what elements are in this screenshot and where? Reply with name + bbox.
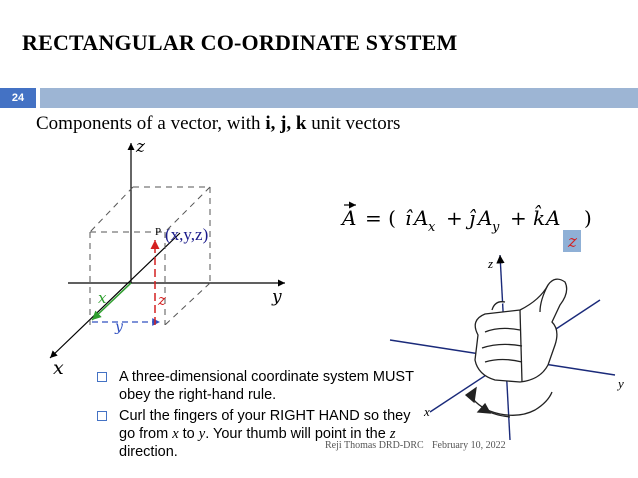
eq-lhs: A — [342, 206, 357, 230]
hand-y-label: y — [618, 376, 624, 391]
eq-z-overlay: z — [568, 232, 577, 252]
bullet-text-1: A three-dimensional coordinate system MUST obey the right-hand rule. — [119, 369, 414, 403]
z-axis-label: z — [136, 137, 145, 157]
vector-equation — [340, 204, 592, 235]
hand-illustration — [466, 279, 567, 417]
subtitle-suffix: unit vectors — [306, 113, 401, 134]
eq-close: ) — [584, 206, 592, 230]
eq-A1: A — [414, 206, 429, 230]
footer-date: February 10, 2022 — [432, 440, 506, 451]
footer-author: Reji Thomas DRD-DRC — [325, 440, 424, 451]
eq-A2: A — [478, 206, 493, 230]
bullet-text-2b: to — [178, 426, 199, 442]
slide-number: 24 — [0, 88, 36, 108]
y-component-label: y — [115, 319, 123, 335]
axes — [50, 143, 285, 358]
hand-z-label: z — [488, 256, 494, 271]
bullet-z: z — [389, 426, 396, 442]
point-coords: (x,y,z) — [165, 225, 209, 244]
bullet-box-icon — [97, 411, 107, 421]
bullet-text-2a: Curl the fingers of your RIGHT HAND so they go from — [119, 408, 411, 442]
subtitle-unit-vectors: i, j, k — [265, 113, 307, 134]
y-axis-label: y — [272, 287, 282, 307]
eq-open: = ( — [365, 206, 396, 230]
bullet-box-icon — [97, 372, 107, 382]
eq-j-hat: ĵ — [469, 206, 476, 230]
z-component-label: z — [158, 291, 166, 309]
eq-k-hat: k̂ — [533, 206, 546, 230]
eq-i-hat: î — [405, 206, 412, 230]
x-component-label: x — [98, 289, 107, 307]
bullet-x: x — [172, 426, 179, 442]
bullet-item — [95, 368, 415, 404]
eq-A3: A — [546, 206, 561, 230]
eq-sub-y: y — [492, 220, 500, 235]
x-axis-label: x — [53, 357, 64, 379]
bullet-y: y — [198, 426, 206, 442]
bullet-text-2c: . Your thumb will point in the — [205, 426, 390, 442]
eq-plus2: + — [510, 206, 527, 230]
subtitle-prefix: Components of a vector, with — [36, 113, 266, 134]
eq-plus1: + — [446, 206, 463, 230]
bullet-text-2d: direction. — [119, 444, 178, 460]
slide-title: RECTANGULAR CO-ORDINATE SYSTEM — [22, 30, 458, 55]
hand-x-label: x — [424, 404, 430, 419]
eq-sub-x: x — [428, 220, 436, 235]
point-label: P — [155, 226, 162, 238]
bullet-item — [95, 407, 415, 461]
